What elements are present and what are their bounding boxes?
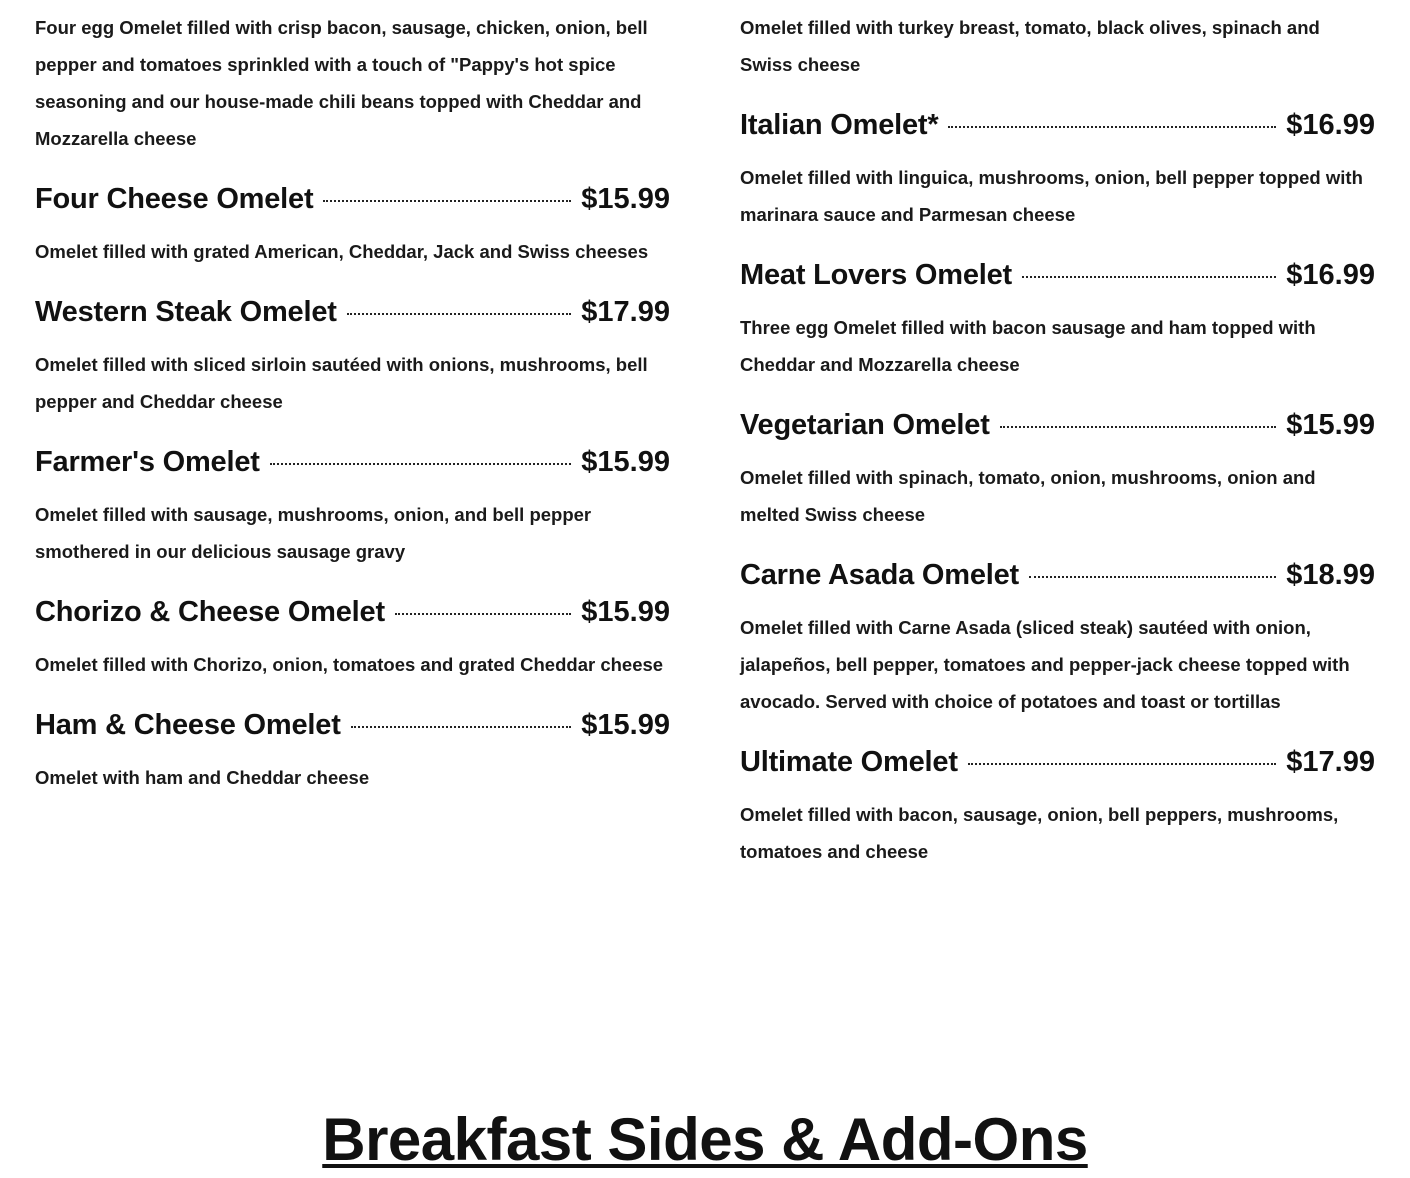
- menu-item-header: [35, 293, 670, 331]
- menu-item: [740, 406, 1375, 533]
- price-leader-dots: [968, 763, 1277, 765]
- menu-item-name: Italian Omelet*: [740, 108, 939, 141]
- menu-item-name: Ham & Cheese Omelet: [35, 708, 341, 741]
- menu-item: [35, 593, 670, 683]
- menu-item-name: Carne Asada Omelet: [740, 558, 1019, 591]
- menu-item: [35, 443, 670, 570]
- menu-item-description: Three egg Omelet filled with bacon sausage and ham topped with Cheddar and Mozzarella cheese: [740, 317, 1316, 375]
- price-leader-dots: [351, 726, 572, 728]
- menu-item-price: $17.99: [581, 295, 670, 328]
- menu-item-name: Meat Lovers Omelet: [740, 258, 1012, 291]
- menu-item-header: [740, 556, 1375, 594]
- menu-item-price: $16.99: [1286, 108, 1375, 141]
- menu-item-header: [740, 106, 1375, 144]
- menu-item-price: $18.99: [1286, 558, 1375, 591]
- menu-item-name: Ultimate Omelet: [740, 745, 958, 778]
- menu-item-price: $16.99: [1286, 258, 1375, 291]
- menu-item-header: [35, 180, 670, 218]
- price-leader-dots: [347, 313, 572, 315]
- menu-item: [740, 256, 1375, 383]
- menu-item: [740, 0, 1375, 83]
- menu-item-name: Vegetarian Omelet: [740, 408, 990, 441]
- price-leader-dots: [1000, 426, 1277, 428]
- menu-column-right: [740, 0, 1375, 870]
- menu-item: [35, 293, 670, 420]
- price-leader-dots: [270, 463, 572, 465]
- menu-item-price: $15.99: [581, 708, 670, 741]
- menu-item-description: Omelet filled with spinach, tomato, onion, mushrooms, onion and melted Swiss cheese: [740, 467, 1316, 525]
- menu-item-description: Omelet filled with sliced sirloin sautéed with onions, mushrooms, bell pepper and Cheddar cheese: [35, 354, 648, 412]
- menu-item-price: $15.99: [581, 182, 670, 215]
- menu-item-header: [35, 443, 670, 481]
- menu-item-description: Omelet with ham and Cheddar cheese: [35, 767, 370, 788]
- menu-item: [35, 0, 670, 157]
- menu-item: [35, 706, 670, 796]
- price-leader-dots: [395, 613, 571, 615]
- menu-item-description: Omelet filled with grated American, Cheddar, Jack and Swiss cheeses: [35, 241, 649, 262]
- menu-item-price: $15.99: [1286, 408, 1375, 441]
- menu-item: [740, 743, 1375, 870]
- menu-item-header: [740, 406, 1375, 444]
- price-leader-dots: [1022, 276, 1276, 278]
- menu-item: [740, 106, 1375, 233]
- section-heading-text: Breakfast Sides & Add-Ons: [322, 1105, 1088, 1173]
- menu-item-price: $15.99: [581, 445, 670, 478]
- menu-item-description: Omelet filled with turkey breast, tomato, black olives, spinach and Swiss cheese: [740, 17, 1320, 75]
- menu-item-price: $17.99: [1286, 745, 1375, 778]
- menu-item-description: Omelet filled with bacon, sausage, onion, bell peppers, mushrooms, tomatoes and cheese: [740, 804, 1339, 862]
- price-leader-dots: [1029, 576, 1276, 578]
- menu-item-name: Farmer's Omelet: [35, 445, 260, 478]
- menu-item-name: Western Steak Omelet: [35, 295, 337, 328]
- price-leader-dots: [323, 200, 571, 202]
- menu-item-header: [740, 256, 1375, 294]
- menu-item-price: $15.99: [581, 595, 670, 628]
- menu-item-description: Four egg Omelet filled with crisp bacon, sausage, chicken, onion, bell pepper and tomatoes sprinkled with a touch of "Pappy's hot spice seasoning and our house-made chili beans topped with Cheddar and Mozzarella cheese: [35, 17, 648, 149]
- menu-item: [740, 556, 1375, 720]
- menu-item: [35, 180, 670, 270]
- menu-item-description: Omelet filled with linguica, mushrooms, onion, bell pepper topped with marinara sauce and Parmesan cheese: [740, 167, 1363, 225]
- menu-item-description: Omelet filled with sausage, mushrooms, onion, and bell pepper smothered in our delicious sausage gravy: [35, 504, 592, 562]
- price-leader-dots: [948, 126, 1276, 128]
- menu-column-left: [35, 0, 670, 796]
- menu-item-description: Omelet filled with Chorizo, onion, tomatoes and grated Cheddar cheese: [35, 654, 664, 675]
- menu-item-name: Chorizo & Cheese Omelet: [35, 595, 385, 628]
- section-heading: [0, 1102, 1410, 1178]
- menu-item-header: [35, 706, 670, 744]
- menu-item-description: Omelet filled with Carne Asada (sliced steak) sautéed with onion, jalapeños, bell pepper, tomatoes and pepper-jack cheese topped with avocado. Served with choice of potatoes and toast or tortillas: [740, 617, 1350, 712]
- menu-item-header: [740, 743, 1375, 781]
- menu-item-header: [35, 593, 670, 631]
- menu-item-name: Four Cheese Omelet: [35, 182, 314, 215]
